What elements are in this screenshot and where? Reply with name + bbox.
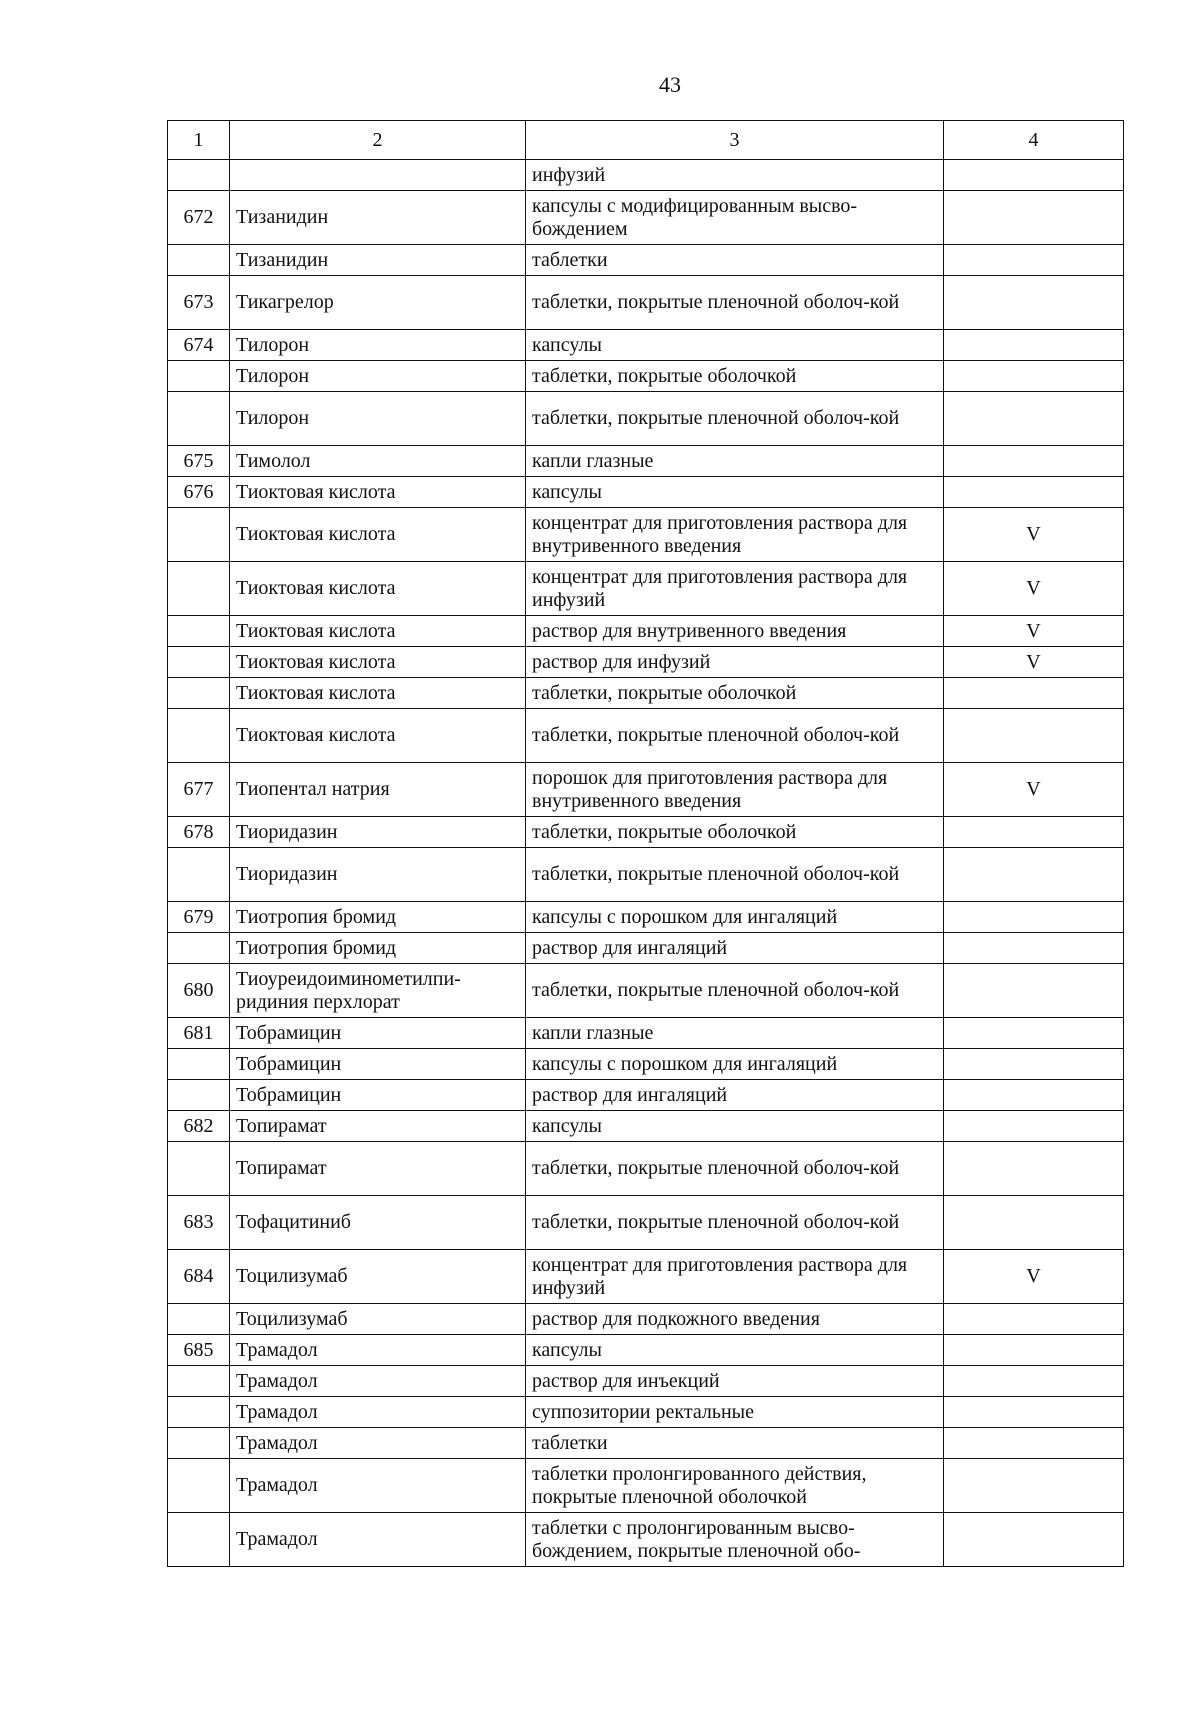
dosage-form-cell: таблетки, покрытые пленочной оболоч-кой	[526, 1142, 944, 1196]
row-number-cell: 685	[168, 1335, 230, 1366]
table-row	[168, 562, 1124, 616]
row-number-cell: 683	[168, 1196, 230, 1250]
table-row	[168, 817, 1124, 848]
dosage-form-cell: таблетки, покрытые оболочкой	[526, 678, 944, 709]
row-number-cell	[168, 1142, 230, 1196]
dosage-form-cell: таблетки, покрытые пленочной оболоч-кой	[526, 964, 944, 1018]
row-number-cell	[168, 361, 230, 392]
row-number-cell	[168, 678, 230, 709]
row-number-cell	[168, 562, 230, 616]
table-row	[168, 1304, 1124, 1335]
substance-name-cell: Тиопентал натрия	[230, 763, 526, 817]
mark-cell	[944, 1397, 1124, 1428]
dosage-form-cell: таблетки пролонгированного действия, покрытые пленочной оболочкой	[526, 1459, 944, 1513]
row-number-cell	[168, 1513, 230, 1567]
table-row	[168, 848, 1124, 902]
row-number-cell: 675	[168, 446, 230, 477]
dosage-form-cell: концентрат для приготовления раствора для инфузий	[526, 562, 944, 616]
dosage-form-cell: таблетки, покрытые пленочной оболоч-кой	[526, 392, 944, 446]
table-row	[168, 392, 1124, 446]
dosage-form-cell: таблетки, покрытые пленочной оболоч-кой	[526, 276, 944, 330]
table-row	[168, 1049, 1124, 1080]
header-row	[168, 121, 1124, 160]
row-number-cell	[168, 392, 230, 446]
row-number-cell	[168, 709, 230, 763]
table-row	[168, 1428, 1124, 1459]
dosage-form-cell: таблетки, покрытые пленочной оболоч-кой	[526, 1196, 944, 1250]
substance-name-cell: Трамадол	[230, 1459, 526, 1513]
substance-name-cell: Топирамат	[230, 1142, 526, 1196]
substance-name-cell: Трамадол	[230, 1397, 526, 1428]
mark-cell	[944, 245, 1124, 276]
table-row	[168, 763, 1124, 817]
table-row	[168, 1459, 1124, 1513]
mark-cell: V	[944, 647, 1124, 678]
mark-cell	[944, 964, 1124, 1018]
dosage-form-cell: раствор для инфузий	[526, 647, 944, 678]
dosage-form-cell: капсулы	[526, 1335, 944, 1366]
substance-name-cell: Тизанидин	[230, 191, 526, 245]
table-row	[168, 1250, 1124, 1304]
row-number-cell: 673	[168, 276, 230, 330]
mark-cell	[944, 1459, 1124, 1513]
substance-name-cell: Тобрамицин	[230, 1018, 526, 1049]
mark-cell	[944, 361, 1124, 392]
mark-cell	[944, 1366, 1124, 1397]
table-row	[168, 964, 1124, 1018]
row-number-cell	[168, 245, 230, 276]
substance-name-cell: Тиоктовая кислота	[230, 647, 526, 678]
mark-cell	[944, 678, 1124, 709]
substance-name-cell: Тиоктовая кислота	[230, 508, 526, 562]
dosage-form-cell: таблетки, покрытые оболочкой	[526, 361, 944, 392]
mark-cell: V	[944, 508, 1124, 562]
row-number-cell: 680	[168, 964, 230, 1018]
mark-cell	[944, 1111, 1124, 1142]
row-number-cell	[168, 508, 230, 562]
substance-name-cell: Топирамат	[230, 1111, 526, 1142]
dosage-form-cell: раствор для инъекций	[526, 1366, 944, 1397]
table-body	[168, 160, 1124, 1567]
dosage-form-cell: капли глазные	[526, 446, 944, 477]
dosage-form-cell: суппозитории ректальные	[526, 1397, 944, 1428]
mark-cell	[944, 902, 1124, 933]
mark-cell	[944, 392, 1124, 446]
page-number: 43	[659, 72, 681, 97]
row-number-cell	[168, 160, 230, 191]
table-row	[168, 616, 1124, 647]
row-number-cell: 676	[168, 477, 230, 508]
substance-name-cell: Трамадол	[230, 1428, 526, 1459]
header-cell-4: 4	[944, 121, 1124, 160]
mark-cell: V	[944, 1250, 1124, 1304]
mark-cell	[944, 160, 1124, 191]
mark-cell	[944, 933, 1124, 964]
substance-name-cell: Трамадол	[230, 1335, 526, 1366]
substance-name-cell: Тимолол	[230, 446, 526, 477]
medicines-table	[167, 120, 1124, 1567]
row-number-cell	[168, 933, 230, 964]
dosage-form-cell: концентрат для приготовления раствора для внутривенного введения	[526, 508, 944, 562]
row-number-cell	[168, 848, 230, 902]
table-row	[168, 191, 1124, 245]
row-number-cell	[168, 616, 230, 647]
row-number-cell: 678	[168, 817, 230, 848]
dosage-form-cell: таблетки, покрытые пленочной оболоч-кой	[526, 848, 944, 902]
row-number-cell: 679	[168, 902, 230, 933]
table-row	[168, 1018, 1124, 1049]
dosage-form-cell: капсулы с порошком для ингаляций	[526, 1049, 944, 1080]
mark-cell	[944, 477, 1124, 508]
mark-cell	[944, 1049, 1124, 1080]
row-number-cell: 677	[168, 763, 230, 817]
mark-cell	[944, 191, 1124, 245]
dosage-form-cell: раствор для ингаляций	[526, 1080, 944, 1111]
substance-name-cell: Тилорон	[230, 361, 526, 392]
table-row	[168, 1397, 1124, 1428]
row-number-cell	[168, 1080, 230, 1111]
table-row	[168, 330, 1124, 361]
row-number-cell	[168, 647, 230, 678]
mark-cell	[944, 1018, 1124, 1049]
substance-name-cell: Тиоктовая кислота	[230, 709, 526, 763]
mark-cell	[944, 276, 1124, 330]
substance-name-cell: Тобрамицин	[230, 1049, 526, 1080]
table-row	[168, 160, 1124, 191]
substance-name-cell: Тиоридазин	[230, 817, 526, 848]
substance-name-cell: Тилорон	[230, 392, 526, 446]
dosage-form-cell: концентрат для приготовления раствора для инфузий	[526, 1250, 944, 1304]
row-number-cell: 681	[168, 1018, 230, 1049]
table-row	[168, 678, 1124, 709]
table-row	[168, 446, 1124, 477]
substance-name-cell: Тиотропия бромид	[230, 902, 526, 933]
mark-cell	[944, 1513, 1124, 1567]
mark-cell	[944, 1142, 1124, 1196]
mark-cell	[944, 446, 1124, 477]
mark-cell	[944, 1428, 1124, 1459]
table-row	[168, 647, 1124, 678]
row-number-cell: 684	[168, 1250, 230, 1304]
substance-name-cell: Трамадол	[230, 1366, 526, 1397]
substance-name-cell: Тилорон	[230, 330, 526, 361]
table-row	[168, 477, 1124, 508]
table-row	[168, 902, 1124, 933]
substance-name-cell: Тиоктовая кислота	[230, 477, 526, 508]
mark-cell	[944, 709, 1124, 763]
row-number-cell	[168, 1459, 230, 1513]
dosage-form-cell: таблетки	[526, 245, 944, 276]
header-cell-2: 2	[230, 121, 526, 160]
substance-name-cell: Тоцилизумаб	[230, 1304, 526, 1335]
substance-name-cell: Тиоктовая кислота	[230, 616, 526, 647]
substance-name-cell: Трамадол	[230, 1513, 526, 1567]
row-number-cell	[168, 1428, 230, 1459]
dosage-form-cell: таблетки с пролонгированным высво-бождением, покрытые пленочной обо-	[526, 1513, 944, 1567]
table-row	[168, 933, 1124, 964]
mark-cell	[944, 1335, 1124, 1366]
header-cell-3: 3	[526, 121, 944, 160]
table-row	[168, 1366, 1124, 1397]
substance-name-cell: Тоцилизумаб	[230, 1250, 526, 1304]
row-number-cell	[168, 1366, 230, 1397]
substance-name-cell: Тиоридазин	[230, 848, 526, 902]
mark-cell	[944, 817, 1124, 848]
table-row	[168, 361, 1124, 392]
table-row	[168, 709, 1124, 763]
dosage-form-cell: капсулы с модифицированным высво-бождением	[526, 191, 944, 245]
substance-name-cell: Тикагрелор	[230, 276, 526, 330]
mark-cell: V	[944, 562, 1124, 616]
substance-name-cell: Тиоктовая кислота	[230, 678, 526, 709]
mark-cell: V	[944, 616, 1124, 647]
dosage-form-cell: капсулы	[526, 477, 944, 508]
table-row	[168, 1196, 1124, 1250]
table-row	[168, 1513, 1124, 1567]
dosage-form-cell: инфузий	[526, 160, 944, 191]
substance-name-cell: Тофацитиниб	[230, 1196, 526, 1250]
table-row	[168, 1335, 1124, 1366]
dosage-form-cell: капсулы	[526, 1111, 944, 1142]
row-number-cell	[168, 1397, 230, 1428]
header-cell-1: 1	[168, 121, 230, 160]
mark-cell	[944, 848, 1124, 902]
mark-cell	[944, 1196, 1124, 1250]
dosage-form-cell: раствор для подкожного введения	[526, 1304, 944, 1335]
dosage-form-cell: таблетки, покрытые пленочной оболоч-кой	[526, 709, 944, 763]
mark-cell: V	[944, 763, 1124, 817]
table-row	[168, 1111, 1124, 1142]
substance-name-cell	[230, 160, 526, 191]
dosage-form-cell: капсулы	[526, 330, 944, 361]
row-number-cell	[168, 1049, 230, 1080]
mark-cell	[944, 1080, 1124, 1111]
mark-cell	[944, 330, 1124, 361]
table-row	[168, 1080, 1124, 1111]
mark-cell	[944, 1304, 1124, 1335]
row-number-cell: 672	[168, 191, 230, 245]
dosage-form-cell: раствор для внутривенного введения	[526, 616, 944, 647]
dosage-form-cell: раствор для ингаляций	[526, 933, 944, 964]
substance-name-cell: Тиотропия бромид	[230, 933, 526, 964]
substance-name-cell: Тобрамицин	[230, 1080, 526, 1111]
dosage-form-cell: таблетки, покрытые оболочкой	[526, 817, 944, 848]
row-number-cell: 674	[168, 330, 230, 361]
table-row	[168, 245, 1124, 276]
dosage-form-cell: порошок для приготовления раствора для внутривенного введения	[526, 763, 944, 817]
dosage-form-cell: капсулы с порошком для ингаляций	[526, 902, 944, 933]
substance-name-cell: Тиоктовая кислота	[230, 562, 526, 616]
table-row	[168, 1142, 1124, 1196]
dosage-form-cell: капли глазные	[526, 1018, 944, 1049]
dosage-form-cell: таблетки	[526, 1428, 944, 1459]
table-row	[168, 276, 1124, 330]
row-number-cell: 682	[168, 1111, 230, 1142]
substance-name-cell: Тизанидин	[230, 245, 526, 276]
substance-name-cell: Тиоуреидоиминометилпи-ридиния перхлорат	[230, 964, 526, 1018]
row-number-cell	[168, 1304, 230, 1335]
table-row	[168, 508, 1124, 562]
